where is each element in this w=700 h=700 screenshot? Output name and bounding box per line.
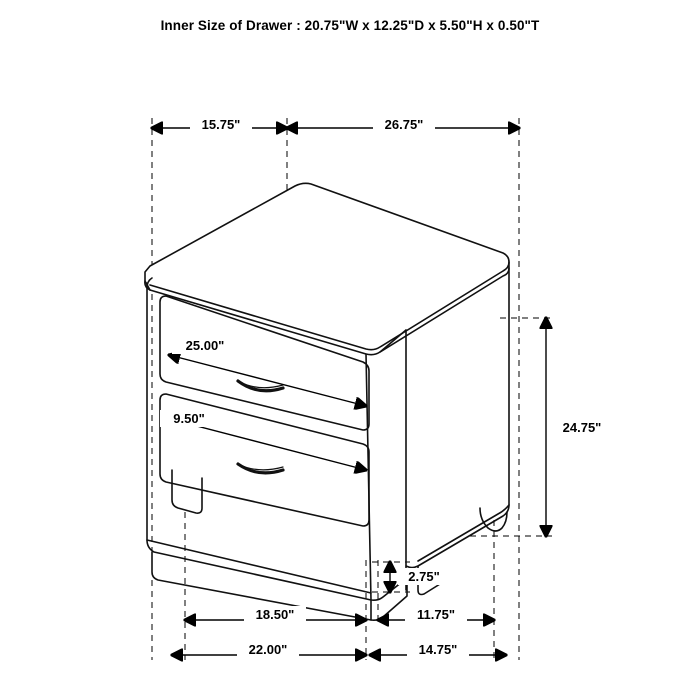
dimension-label-overall-width: 22.00" bbox=[248, 642, 288, 657]
dimension-label-overall-height: 24.75" bbox=[562, 420, 602, 435]
dimension-label-side-depth: 11.75" bbox=[417, 607, 455, 622]
dimension-label-lower-drawer-height: 9.50" bbox=[173, 411, 205, 426]
dimension-label-overall-depth: 14.75" bbox=[418, 642, 458, 657]
dimension-label-leg-height: 2.75" bbox=[408, 569, 440, 584]
dimension-label-top-left-width: 15.75" bbox=[201, 117, 241, 132]
dimension-label-upper-drawer-width: 25.00" bbox=[185, 338, 225, 353]
page-title: Inner Size of Drawer : 20.75"W x 12.25"D x 5.50"H x 0.50"T bbox=[160, 18, 540, 33]
dimension-label-top-right-width: 26.75" bbox=[384, 117, 424, 132]
dimension-label-front-depth: 18.50" bbox=[255, 607, 295, 622]
nightstand-illustration bbox=[145, 183, 509, 620]
dimension-labels bbox=[160, 116, 613, 658]
